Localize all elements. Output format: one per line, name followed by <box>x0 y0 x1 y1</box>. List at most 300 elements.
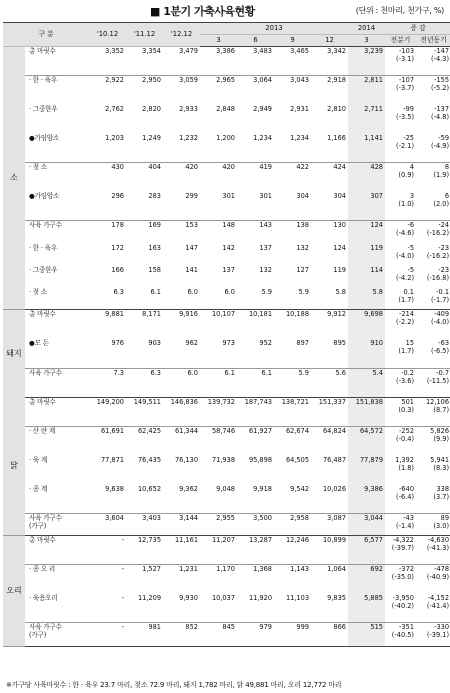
cell <box>416 288 450 310</box>
row-label: 총 마릿수 <box>25 536 89 565</box>
cell-value: -155 <box>434 76 450 84</box>
cell: 77,879 <box>348 456 385 485</box>
cell-pct: (8.7) <box>433 406 450 415</box>
header-2012: '12.12 <box>163 23 200 47</box>
cell: 9,638 <box>89 485 126 514</box>
cell: 304 <box>274 192 311 221</box>
cell: 301 <box>200 192 237 221</box>
cell-pct: (-41.4) <box>426 601 450 610</box>
cell: 1,234 <box>237 134 274 163</box>
cell: 3,500 <box>237 514 274 536</box>
cell-pct: (1.0) <box>398 199 415 208</box>
cell <box>416 456 450 485</box>
table-row <box>3 244 450 266</box>
cell: 178 <box>111 221 125 229</box>
cell-value: 3 <box>409 191 415 200</box>
cell <box>416 221 450 244</box>
table-row <box>3 163 450 192</box>
cell-value: -372 <box>399 565 415 573</box>
cell: - <box>89 536 126 565</box>
cell: 2,820 <box>142 104 162 113</box>
cell: 77,871 <box>100 455 125 464</box>
cell: 6.0 <box>163 369 200 398</box>
cell <box>385 339 416 369</box>
cell: 61,691 <box>100 427 125 435</box>
cell-pct: (-6.4) <box>396 492 415 501</box>
cell: 149,200 <box>89 398 126 427</box>
cell-value: -214 <box>399 310 415 318</box>
cell-pct: (2.0) <box>433 199 450 208</box>
row-label: ●가임암소 <box>25 134 89 163</box>
table-row <box>3 623 450 647</box>
cell-pct: (8.3) <box>433 463 450 472</box>
cell: 895 <box>311 339 348 369</box>
cell-pct: (3.7) <box>433 492 450 501</box>
report-title: ■ 1분기 가축사육현황 <box>150 5 255 18</box>
row-label: 총 마릿수 <box>25 398 89 427</box>
cell: 3,354 <box>126 47 163 76</box>
cell-value: -0.2 <box>401 369 415 377</box>
cell-pct: (-11.5) <box>426 377 450 386</box>
header-2013-q6: 6 <box>237 35 274 47</box>
cell-value: -4,630 <box>427 536 450 544</box>
cell <box>416 398 450 427</box>
table-row <box>3 134 450 163</box>
cell: 10,107 <box>211 310 236 318</box>
cell: 9,542 <box>274 485 311 514</box>
header-change: 증 감 <box>385 23 450 35</box>
cell: 76,435 <box>137 455 162 464</box>
cell: 2,811 <box>348 76 385 105</box>
cell: 10,899 <box>311 536 348 565</box>
cell: 5.9 <box>237 288 274 310</box>
cell: 1,232 <box>163 134 200 163</box>
cell: 5.9 <box>274 369 311 398</box>
cell: 9,362 <box>163 485 200 514</box>
cell-value: -137 <box>434 104 450 113</box>
cell: 5.4 <box>348 369 385 398</box>
row-label: · 종 오 리 <box>29 565 56 573</box>
cell-value: -478 <box>434 565 450 573</box>
cell: 9,835 <box>311 594 348 623</box>
cell: 76,130 <box>174 455 199 464</box>
cell: 132 <box>259 265 273 274</box>
cell: 2,955 <box>200 514 237 536</box>
cell <box>385 485 416 514</box>
cell: 158 <box>148 265 162 274</box>
cell: 2,922 <box>105 76 125 84</box>
cell <box>416 310 450 339</box>
cell: 130 <box>333 221 347 229</box>
cell <box>416 485 450 514</box>
cell: 2,762 <box>105 104 125 113</box>
livestock-table <box>3 22 450 647</box>
cell: 5.6 <box>311 369 348 398</box>
cell: 999 <box>274 623 311 647</box>
cell-pct: (-3.1) <box>396 55 415 64</box>
cell: 114 <box>348 266 385 288</box>
cell: 3,483 <box>237 47 274 76</box>
cell: 9,912 <box>327 310 347 318</box>
cell: 9,930 <box>163 594 200 623</box>
cell-value: 5,941 <box>430 455 450 464</box>
row-label: · 한 · 육우 <box>29 76 57 84</box>
header-prev-year: 전년동기 <box>416 35 450 47</box>
row-label <box>25 623 89 647</box>
cell: 62,674 <box>285 427 310 435</box>
cell-pct: (-3.7) <box>396 84 415 93</box>
cell: 6.0 <box>200 288 237 310</box>
row-label: · 젖 소 <box>25 288 89 310</box>
cell <box>385 536 416 565</box>
cell-value: -24 <box>438 221 450 229</box>
cell: 420 <box>222 163 236 171</box>
cell: 2,918 <box>327 76 347 84</box>
cell-value: 1,392 <box>395 455 415 464</box>
table-row <box>3 105 450 134</box>
row-label: · 육 계 <box>29 455 48 464</box>
table-row <box>3 76 450 105</box>
cell: 3,386 <box>200 47 237 76</box>
cell: 5,885 <box>348 594 385 623</box>
cell-value: 89 <box>440 514 450 522</box>
footnote: ※가구당 사육마릿수 : 한 · 육우 23.7 마리, 젖소 72.9 마리, 돼지 1,782 마리, 닭 49,881 마리, 오리 12,772 마리 <box>6 681 342 689</box>
cell: 3,239 <box>348 47 385 76</box>
section-chicken: 닭 <box>3 398 25 536</box>
cell: 146,836 <box>163 398 200 427</box>
cell: 299 <box>163 192 200 221</box>
cell: 962 <box>163 339 200 369</box>
cell: 138,721 <box>274 398 311 427</box>
cell: 979 <box>237 623 274 647</box>
cell: 6,577 <box>348 536 385 565</box>
cell-pct: (-4.8) <box>431 112 450 121</box>
header-prev-quarter: 전분기 <box>385 35 416 47</box>
header-2013-q12: 12 <box>311 35 348 47</box>
cell <box>385 105 416 134</box>
cell: 296 <box>89 192 126 221</box>
cell <box>416 427 450 456</box>
cell: 1,141 <box>348 134 385 163</box>
cell: 11,161 <box>163 536 200 565</box>
cell-value: -3,950 <box>392 593 415 602</box>
cell: 10,181 <box>248 310 273 318</box>
cell: 8,171 <box>142 310 162 318</box>
title-bar <box>0 0 450 22</box>
cell: 2,965 <box>216 76 236 84</box>
table-row <box>3 427 450 456</box>
cell: 2,711 <box>348 105 385 134</box>
cell <box>385 47 416 76</box>
cell <box>385 192 416 221</box>
cell-value: -59 <box>438 133 450 142</box>
cell-pct: (-40.9) <box>426 573 450 582</box>
row-label: · 젖 소 <box>29 163 48 171</box>
cell: 137 <box>259 243 273 252</box>
row-label-sub: (가구) <box>29 631 47 640</box>
cell-pct: (-4.0) <box>396 251 415 260</box>
cell: 2,810 <box>327 104 347 113</box>
cell: 10,188 <box>285 310 310 318</box>
cell: 151,337 <box>311 398 348 427</box>
cell: 163 <box>148 243 162 252</box>
cell-value: -409 <box>434 310 450 318</box>
cell: 64,505 <box>285 455 310 464</box>
cell-pct: (-1.7) <box>431 295 450 304</box>
cell: 166 <box>111 265 125 274</box>
cell: 12,246 <box>274 536 311 565</box>
cell: 3,043 <box>290 76 310 84</box>
cell-pct: (-6.5) <box>431 346 450 355</box>
cell-value: -4,152 <box>427 593 450 602</box>
cell: 12,735 <box>126 536 163 565</box>
cell <box>416 594 450 623</box>
table-row <box>3 456 450 485</box>
cell <box>385 514 416 536</box>
cell-value: -43 <box>403 514 415 522</box>
row-label-main: 사육 가구수 <box>29 514 62 522</box>
cell: 138 <box>296 221 310 229</box>
cell: 3,044 <box>348 514 385 536</box>
cell: 9,918 <box>237 485 274 514</box>
cell <box>385 244 416 266</box>
cell-pct: (-41.3) <box>426 544 450 553</box>
cell: 692 <box>348 565 385 594</box>
cell-value: -25 <box>403 133 415 142</box>
cell <box>416 105 450 134</box>
cell-pct: (1.7) <box>398 346 415 355</box>
cell <box>385 221 416 244</box>
cell: 5.9 <box>274 288 311 310</box>
cell: 1,368 <box>253 565 273 573</box>
cell: 1,231 <box>179 565 199 573</box>
cell-value: -63 <box>438 338 450 347</box>
cell: 424 <box>333 163 347 171</box>
cell <box>416 536 450 565</box>
cell: 6.1 <box>126 288 163 310</box>
cell: 422 <box>296 163 310 171</box>
cell-pct: (-35.0) <box>391 573 415 582</box>
cell: 419 <box>259 163 273 171</box>
cell: 147 <box>185 243 199 252</box>
row-label: · 산 란 계 <box>29 427 56 435</box>
cell-pct: (-40.2) <box>391 601 415 610</box>
header-2014: 2014 <box>348 23 385 35</box>
cell-pct: (-2.2) <box>396 318 415 327</box>
cell-value: 12,106 <box>425 398 450 406</box>
cell-value: -6 <box>407 221 415 229</box>
cell: 76,487 <box>322 455 347 464</box>
header-2011: '11.12 <box>126 23 163 47</box>
cell-value: -252 <box>399 427 415 435</box>
cell: 6.1 <box>200 369 237 398</box>
cell-pct: (-16.2) <box>426 229 450 238</box>
cell: 2,949 <box>253 104 273 113</box>
row-label: ●모 돈 <box>25 339 89 369</box>
cell: 149,511 <box>126 398 163 427</box>
cell: 142 <box>222 243 236 252</box>
table-row <box>3 192 450 221</box>
cell: 981 <box>126 623 163 647</box>
cell: 137 <box>222 265 236 274</box>
cell: 3,604 <box>89 514 126 536</box>
cell: 3,059 <box>179 76 199 84</box>
cell: 7.3 <box>89 369 126 398</box>
cell-value: 501 <box>401 398 415 406</box>
cell: - <box>89 594 126 623</box>
cell: 10,652 <box>126 485 163 514</box>
cell: 169 <box>148 221 162 229</box>
cell-value: -107 <box>399 76 415 84</box>
cell: 119 <box>333 265 347 274</box>
cell-pct: (0.9) <box>398 171 415 180</box>
cell: 3,342 <box>311 47 348 76</box>
cell <box>416 192 450 221</box>
cell-value: -0.1 <box>436 287 450 296</box>
cell-value: -103 <box>399 47 415 55</box>
cell-pct: (1.8) <box>398 463 415 472</box>
row-label: 사육 가구수 <box>25 369 89 398</box>
cell-pct: (-40.5) <box>391 631 415 640</box>
cell <box>416 244 450 266</box>
cell: 64,824 <box>322 427 347 435</box>
cell <box>385 594 416 623</box>
cell: 3,479 <box>163 47 200 76</box>
table-row <box>3 398 450 427</box>
cell <box>385 76 416 105</box>
cell-value: 0.1 <box>403 287 415 296</box>
table-row <box>3 288 450 310</box>
cell: 1,170 <box>216 565 236 573</box>
cell: 11,209 <box>126 594 163 623</box>
table-row <box>3 221 450 244</box>
row-label: 총 마릿수 <box>29 310 56 318</box>
cell: 852 <box>163 623 200 647</box>
cell-value: -147 <box>434 47 450 55</box>
cell: 6.3 <box>126 369 163 398</box>
cell: 3,064 <box>253 76 273 84</box>
cell <box>416 163 450 192</box>
row-label: 사육 가구수 <box>29 221 62 229</box>
header-2013-q3: 3 <box>200 35 237 47</box>
cell: 132 <box>296 243 310 252</box>
cell <box>385 310 416 339</box>
cell <box>385 369 416 398</box>
cell: 11,207 <box>200 536 237 565</box>
row-label: · 그중한우 <box>29 265 58 274</box>
cell: 9,881 <box>105 310 125 318</box>
cell: 151,838 <box>348 398 385 427</box>
cell <box>385 163 416 192</box>
cell: 903 <box>126 339 163 369</box>
cell <box>385 427 416 456</box>
cell-pct: (-4.0) <box>431 318 450 327</box>
cell-pct: (1.9) <box>433 171 450 180</box>
cell: 10,026 <box>311 485 348 514</box>
cell: 119 <box>348 244 385 266</box>
cell-value: -23 <box>438 265 450 274</box>
header-2010: '10.12 <box>89 23 126 47</box>
cell <box>416 134 450 163</box>
cell: 1,203 <box>89 134 126 163</box>
cell: 404 <box>148 163 162 171</box>
cell: 187,743 <box>237 398 274 427</box>
table-row <box>3 536 450 565</box>
cell: 61,927 <box>248 427 273 435</box>
cell-pct: (-0.4) <box>396 435 415 444</box>
cell-pct: (0.3) <box>398 406 415 415</box>
header-row-1 <box>3 23 450 35</box>
cell: 13,287 <box>237 536 274 565</box>
cell-pct: (1.7) <box>398 295 415 304</box>
cell-value: -330 <box>434 623 450 631</box>
table-row <box>3 310 450 339</box>
cell-pct: (-39.1) <box>426 631 450 640</box>
cell-pct: (-4.3) <box>431 55 450 64</box>
cell <box>385 623 416 647</box>
row-label: · 육용오리 <box>25 594 89 623</box>
cell-value: 338 <box>436 484 450 493</box>
cell <box>416 76 450 105</box>
cell: 428 <box>348 163 385 192</box>
table-row <box>3 369 450 398</box>
row-label: · 종 계 <box>25 485 89 514</box>
cell <box>416 369 450 398</box>
cell: 2,848 <box>216 104 236 113</box>
cell: 1,143 <box>290 565 310 573</box>
cell-pct: (-16.2) <box>426 251 450 260</box>
cell <box>385 266 416 288</box>
cell: 127 <box>296 265 310 274</box>
cell: 845 <box>200 623 237 647</box>
cell: - <box>89 623 126 647</box>
cell: 9,386 <box>348 485 385 514</box>
cell-pct: (-2.1) <box>396 141 415 150</box>
cell: 1,064 <box>327 565 347 573</box>
cell: 62,425 <box>137 427 162 435</box>
cell <box>385 288 416 310</box>
cell-pct: (-4.6) <box>396 229 415 238</box>
cell-value: -5 <box>407 265 415 274</box>
cell: 6.3 <box>89 288 126 310</box>
cell: 143 <box>259 221 273 229</box>
cell: 897 <box>274 339 311 369</box>
row-label-main: 사육 가구수 <box>29 623 62 631</box>
row-label: ●가임암소 <box>25 192 89 221</box>
cell: 420 <box>185 163 199 171</box>
cell: 3,352 <box>89 47 126 76</box>
cell: 515 <box>348 623 385 647</box>
cell: 3,403 <box>126 514 163 536</box>
cell: 3,087 <box>311 514 348 536</box>
cell: 1,200 <box>200 134 237 163</box>
cell-pct: (9.9) <box>433 435 450 444</box>
cell: 124 <box>348 221 385 244</box>
cell: 952 <box>237 339 274 369</box>
cell-value: 5,826 <box>430 427 450 435</box>
cell: 2,950 <box>142 76 162 84</box>
cell-value: 4 <box>409 163 415 171</box>
cell-pct: (-3.6) <box>396 377 415 386</box>
cell: 10,037 <box>200 594 237 623</box>
row-label: 총 마릿수 <box>25 47 89 76</box>
cell-pct: (-5.2) <box>431 84 450 93</box>
row-label-sub: (가구) <box>29 522 47 531</box>
cell <box>385 134 416 163</box>
cell: 148 <box>222 221 236 229</box>
cell: 430 <box>111 163 125 171</box>
header-2013: 2013 <box>200 23 348 35</box>
